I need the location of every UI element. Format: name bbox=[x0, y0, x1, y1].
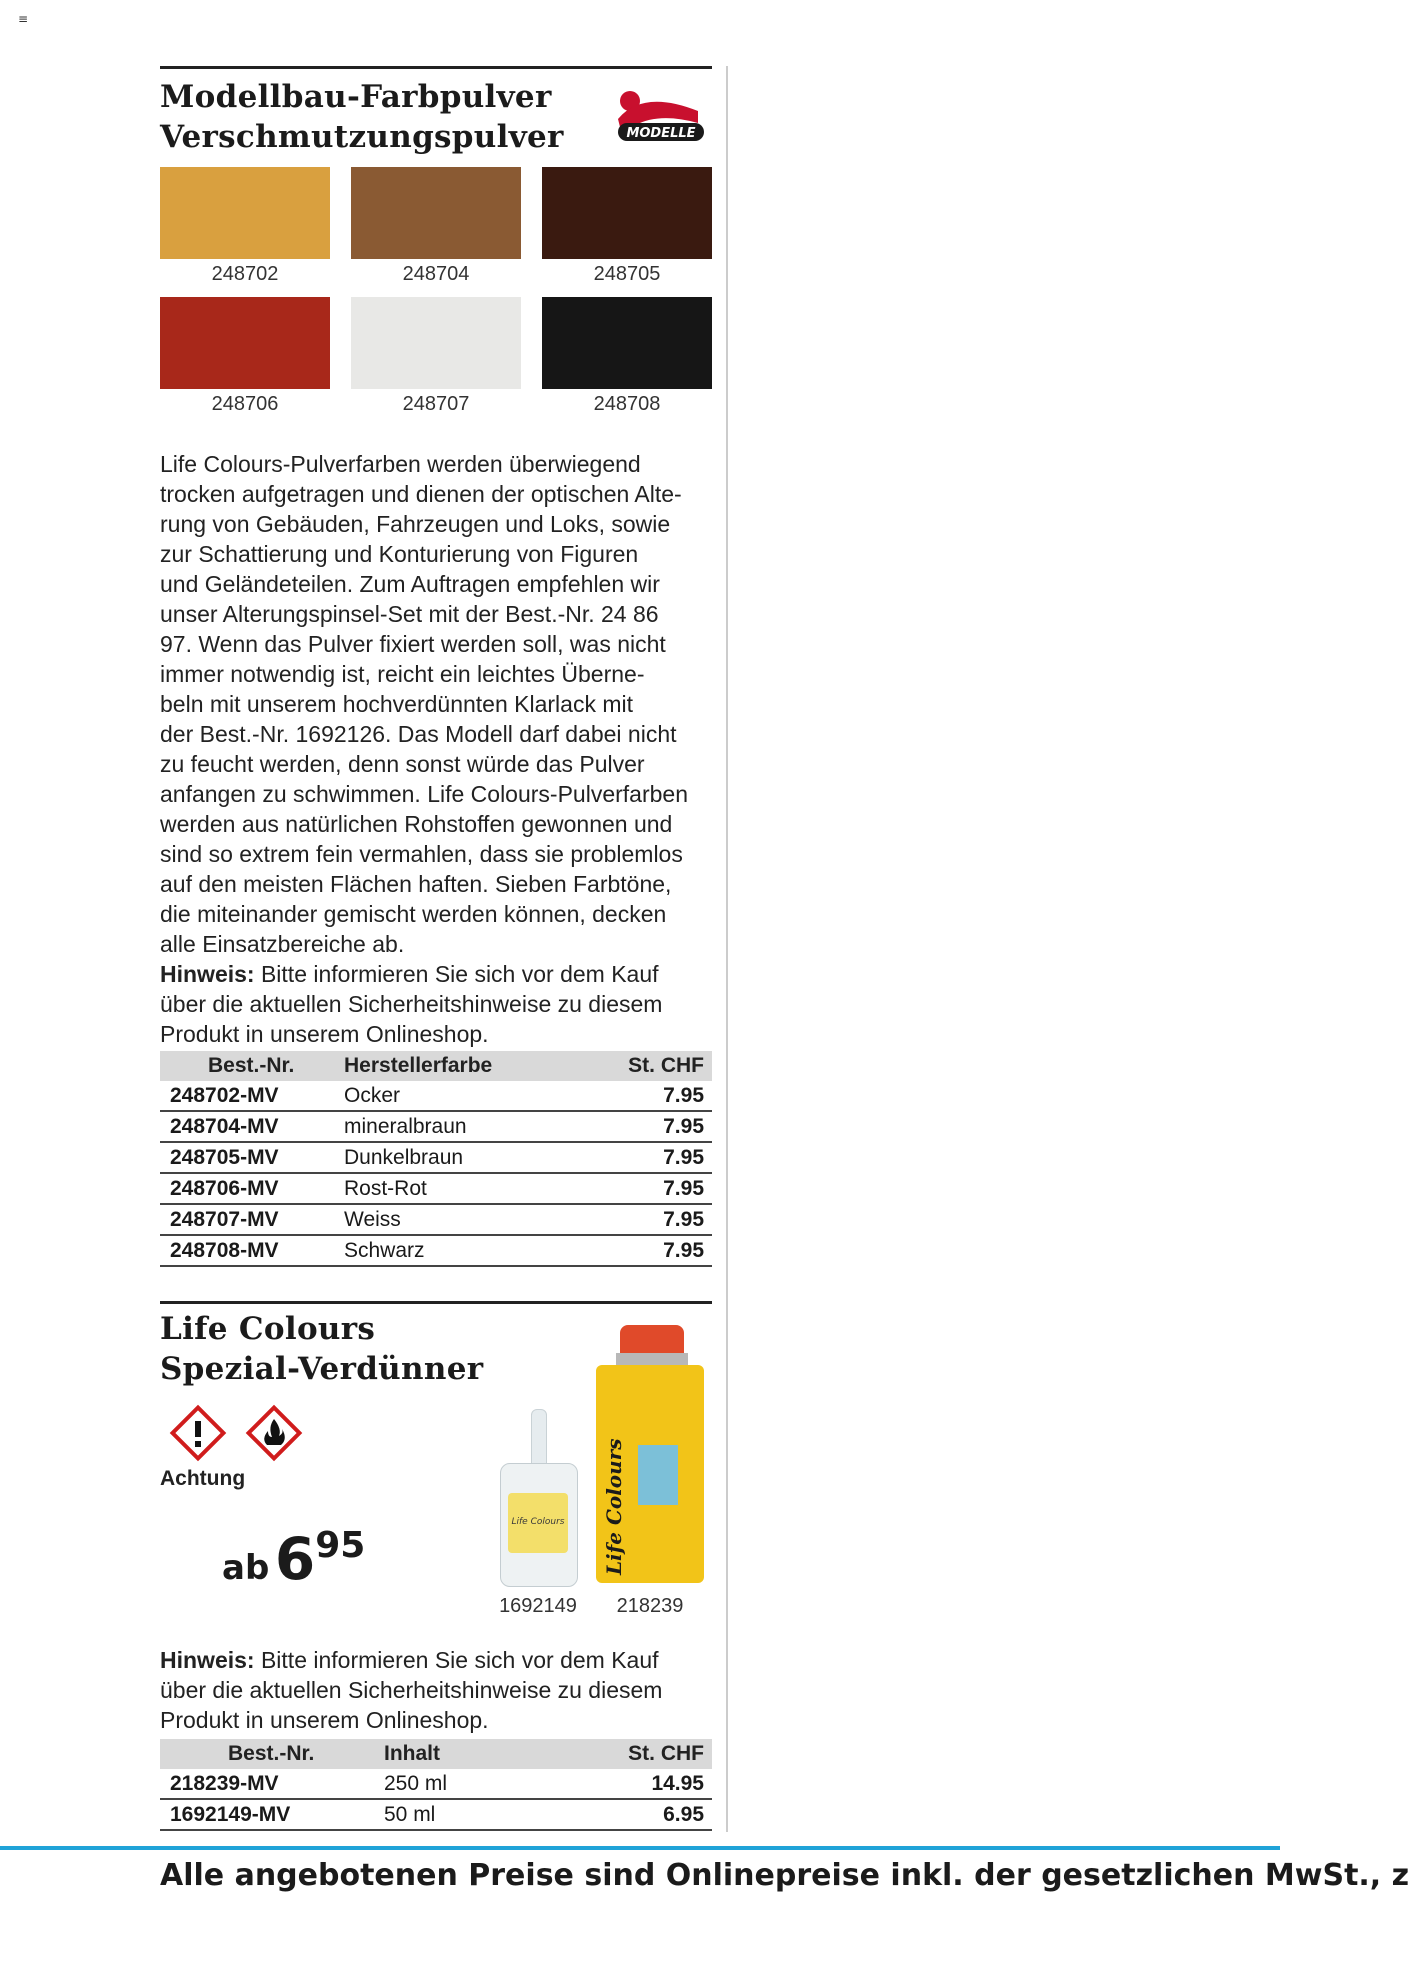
text-line: rung von Gebäuden, Fahrzeugen und Loks, sowie bbox=[160, 511, 671, 537]
thinner-price-table bbox=[160, 1739, 712, 1831]
text-line: Life Colours-Pulverfarben werden überwiegend bbox=[160, 451, 641, 477]
thinner-can-large: Life Colours bbox=[596, 1325, 704, 1583]
table-cell: mineralbraun bbox=[336, 1111, 577, 1142]
table-row bbox=[160, 1173, 712, 1204]
table-cell: 218239-MV bbox=[160, 1769, 376, 1799]
table-cell: 6.95 bbox=[531, 1799, 712, 1830]
flame-hazard-icon bbox=[244, 1403, 304, 1463]
table-row bbox=[160, 1111, 712, 1142]
product-code: 218239 bbox=[616, 1595, 684, 1617]
text-line: unser Alterungspinsel-Set mit der Best.-Nr. 24 86 bbox=[160, 601, 659, 627]
swatch-code: 248706 bbox=[211, 393, 279, 415]
table-cell: 248707-MV bbox=[160, 1204, 336, 1235]
table-cell: Rost-Rot bbox=[336, 1173, 577, 1204]
swatch-weiss bbox=[351, 297, 521, 389]
table-cell: 7.95 bbox=[577, 1235, 712, 1266]
table-cell: Schwarz bbox=[336, 1235, 577, 1266]
italeri-logo bbox=[588, 79, 706, 145]
table-cell: 14.95 bbox=[531, 1769, 712, 1799]
swatch-code: 248704 bbox=[402, 263, 470, 285]
footer-rule bbox=[0, 1846, 1280, 1850]
left-column bbox=[160, 66, 712, 1826]
table-row bbox=[160, 1799, 712, 1830]
col-best-nr: Best.-Nr. bbox=[160, 1739, 376, 1769]
powder-price-table bbox=[160, 1051, 712, 1267]
swatch-schwarz bbox=[542, 297, 712, 389]
col-inhalt: Inhalt bbox=[376, 1739, 531, 1769]
table-cell: 248705-MV bbox=[160, 1142, 336, 1173]
swatch-ocker bbox=[160, 167, 330, 259]
svg-text:MODELLE: MODELLE bbox=[626, 126, 696, 141]
table-cell: 7.95 bbox=[577, 1111, 712, 1142]
thinner-title: Life Colours Spezial-Verdünner bbox=[160, 1311, 484, 1387]
table-cell: 7.95 bbox=[577, 1081, 712, 1111]
table-cell: 7.95 bbox=[577, 1173, 712, 1204]
table-cell: 248706-MV bbox=[160, 1173, 336, 1204]
col-herstellerfarbe: Herstellerfarbe bbox=[336, 1051, 577, 1081]
column-divider bbox=[726, 66, 728, 1832]
table-cell: 7.95 bbox=[577, 1204, 712, 1235]
corner-menu-icon: ≡ bbox=[18, 12, 29, 26]
table-cell: Ocker bbox=[336, 1081, 577, 1111]
swatch-dunkelbraun bbox=[542, 167, 712, 259]
col-price: St. CHF bbox=[577, 1051, 712, 1081]
powder-hint: Hinweis: Bitte informieren Sie sich vor dem Kauf über die aktuellen Sicherheitshinweise zu diesem Produkt in unserem Onlineshop. bbox=[160, 961, 663, 1047]
table-cell: 250 ml bbox=[376, 1769, 531, 1799]
warning-label: Achtung bbox=[160, 1467, 246, 1490]
thinner-bottle-small: Life Colours bbox=[500, 1409, 576, 1585]
powder-title: Modellbau-Farbpulver Verschmutzungspulver bbox=[160, 79, 564, 155]
col-price: St. CHF bbox=[531, 1739, 712, 1769]
text-line: immer notwendig ist, reicht ein leichtes Überne- bbox=[160, 661, 645, 687]
table-cell: 50 ml bbox=[376, 1799, 531, 1830]
thinner-hint: Hinweis: Bitte informieren Sie sich vor dem Kauf über die aktuellen Sicherheitshinweise zu diesem Produkt in unserem Onlineshop. bbox=[160, 1647, 663, 1733]
text-line: die miteinander gemischt werden können, decken bbox=[160, 901, 667, 927]
price-display: ab 695 bbox=[222, 1525, 366, 1593]
text-line: anfangen zu schwimmen. Life Colours-Pulverfarben bbox=[160, 781, 688, 807]
text-line: sind so extrem fein vermahlen, dass sie problemlos bbox=[160, 841, 683, 867]
table-cell: 1692149-MV bbox=[160, 1799, 376, 1830]
swatch-code: 248708 bbox=[593, 393, 661, 415]
table-cell: 248702-MV bbox=[160, 1081, 336, 1111]
table-cell: 248704-MV bbox=[160, 1111, 336, 1142]
powder-description bbox=[160, 449, 720, 959]
table-row bbox=[160, 1142, 712, 1173]
table-cell: 7.95 bbox=[577, 1142, 712, 1173]
text-line: der Best.-Nr. 1692126. Das Modell darf dabei nicht bbox=[160, 721, 677, 747]
product-code: 1692149 bbox=[499, 1595, 577, 1617]
swatch-code: 248705 bbox=[593, 263, 661, 285]
swatch-code: 248702 bbox=[211, 263, 279, 285]
table-row bbox=[160, 1081, 712, 1111]
exclamation-hazard-icon bbox=[168, 1403, 228, 1463]
swatch-mineralbraun bbox=[351, 167, 521, 259]
text-line: beln mit unserem hochverdünnten Klarlack mit bbox=[160, 691, 634, 717]
table-cell: 248708-MV bbox=[160, 1235, 336, 1266]
text-line: 97. Wenn das Pulver fixiert werden soll, was nicht bbox=[160, 631, 666, 657]
text-line: werden aus natürlichen Rohstoffen gewonnen und bbox=[160, 811, 673, 837]
thinner-divider bbox=[160, 1301, 712, 1304]
text-line: auf den meisten Flächen haften. Sieben Farbtöne, bbox=[160, 871, 672, 897]
swatch-rost-rot bbox=[160, 297, 330, 389]
text-line: und Geländeteilen. Zum Auftragen empfehlen wir bbox=[160, 571, 660, 597]
table-row bbox=[160, 1235, 712, 1266]
table-cell: Weiss bbox=[336, 1204, 577, 1235]
table-row bbox=[160, 1769, 712, 1799]
text-line: alle Einsatzbereiche ab. bbox=[160, 931, 405, 957]
swatch-code: 248707 bbox=[402, 393, 470, 415]
footer-notice: Alle angebotenen Preise sind Onlinepreise inkl. der gesetzlichen MwSt., z bbox=[160, 1858, 1409, 1893]
table-row bbox=[160, 1204, 712, 1235]
text-line: zu feucht werden, denn sonst würde das Pulver bbox=[160, 751, 645, 777]
col-best-nr: Best.-Nr. bbox=[160, 1051, 336, 1081]
table-cell: Dunkelbraun bbox=[336, 1142, 577, 1173]
text-line: zur Schattierung und Konturierung von Figuren bbox=[160, 541, 639, 567]
text-line: trocken aufgetragen und dienen der optischen Alte- bbox=[160, 481, 682, 507]
